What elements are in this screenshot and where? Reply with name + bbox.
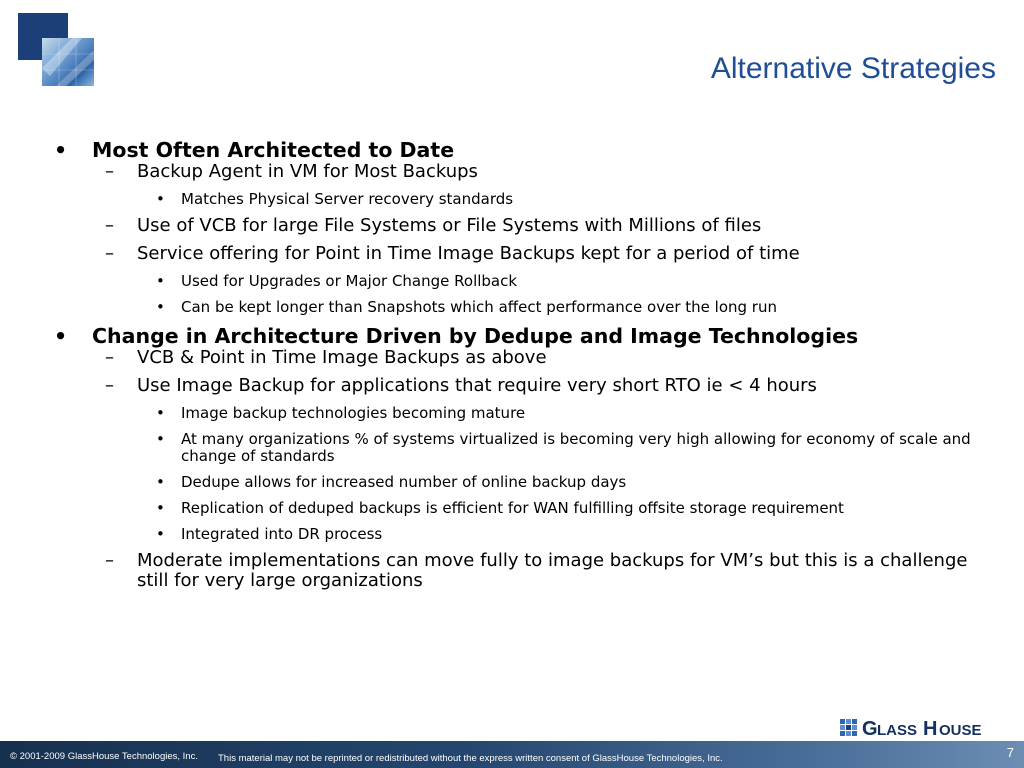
svg-text:G: G [862, 718, 878, 740]
bullet-text: Backup Agent in VM for Most Backups [137, 161, 478, 182]
bullet-level1 [54, 138, 984, 162]
bullet-level3 [54, 405, 984, 422]
bullet-marker: • [156, 190, 165, 208]
bullet-text: Matches Physical Server recovery standards [181, 190, 514, 208]
bullet-text: Dedupe allows for increased number of online backup days [181, 473, 627, 491]
svg-text:H: H [923, 718, 938, 740]
bullet-text: VCB & Point in Time Image Backups as above [137, 347, 547, 368]
bullet-marker: • [156, 499, 165, 517]
logo-dots-icon [840, 719, 858, 737]
bullet-text: Image backup technologies becoming mature [181, 404, 526, 422]
bullet-level3 [54, 474, 984, 491]
dash-marker: – [105, 243, 114, 264]
bullet-text: Can be kept longer than Snapshots which affect performance over the long run [181, 298, 777, 316]
bullet-text: Moderate implementations can move fully to image backups for VM’s but this is a challenge still for very large organizations [137, 550, 968, 591]
bullet-level2 [54, 348, 984, 368]
dash-marker: – [105, 550, 114, 571]
corner-logo-mark [18, 13, 96, 87]
bullet-level2 [54, 376, 984, 396]
bullet-text: Used for Upgrades or Major Change Rollback [181, 272, 518, 290]
legal-notice: This material may not be reprinted or redistributed without the express written consent of GlassHouse Technologies, Inc. [218, 753, 723, 764]
copyright-text: © 2001-2009 GlassHouse Technologies, Inc. [10, 751, 198, 762]
bullet-text: Replication of deduped backups is efficient for WAN fulfilling offsite storage requirement [181, 499, 844, 517]
bullet-text: Use Image Backup for applications that require very short RTO ie < 4 hours [137, 375, 817, 396]
bullet-level2 [54, 244, 984, 264]
bullet-text: Service offering for Point in Time Image Backups kept for a period of time [137, 243, 800, 264]
bullet-level2 [54, 216, 984, 236]
bullet-text: Change in Architecture Driven by Dedupe and Image Technologies [92, 324, 859, 348]
bullet-marker: • [54, 138, 68, 162]
glasshouse-logo [840, 716, 1022, 740]
bullet-marker: • [156, 404, 165, 422]
bullet-marker: • [156, 430, 165, 448]
bullet-level1 [54, 324, 984, 348]
bullet-level3 [54, 526, 984, 543]
dash-marker: – [105, 161, 114, 182]
bullet-content [54, 138, 984, 591]
bullet-text: Integrated into DR process [181, 525, 383, 543]
glass-reflection-icon [42, 38, 94, 86]
bullet-marker: • [54, 324, 68, 348]
bullet-marker: • [156, 298, 165, 316]
slide-title: Alternative Strategies [710, 52, 996, 85]
bullet-text: Most Often Architected to Date [92, 138, 455, 162]
dash-marker: – [105, 347, 114, 368]
bullet-level3 [54, 431, 984, 465]
glasshouse-wordmark-logo [862, 716, 1022, 740]
bullet-level3 [54, 500, 984, 517]
bullet-level3 [54, 299, 984, 316]
logo-glass-square [42, 38, 94, 86]
svg-text:LASS: LASS [877, 722, 918, 739]
bullet-level3 [54, 191, 984, 208]
svg-text:OUSE: OUSE [939, 722, 982, 739]
dash-marker: – [105, 215, 114, 236]
bullet-marker: • [156, 525, 165, 543]
bullet-marker: • [156, 473, 165, 491]
page-number: 7 [1006, 745, 1014, 760]
footer-bar [0, 741, 1024, 768]
bullet-level3 [54, 273, 984, 290]
bullet-level2 [54, 162, 984, 182]
bullet-text: Use of VCB for large File Systems or File Systems with Millions of files [137, 215, 762, 236]
bullet-level2 [54, 551, 984, 591]
bullet-text: At many organizations % of systems virtualized is becoming very high allowing for economy of scale and change of standards [181, 430, 971, 465]
bullet-marker: • [156, 272, 165, 290]
dash-marker: – [105, 375, 114, 396]
